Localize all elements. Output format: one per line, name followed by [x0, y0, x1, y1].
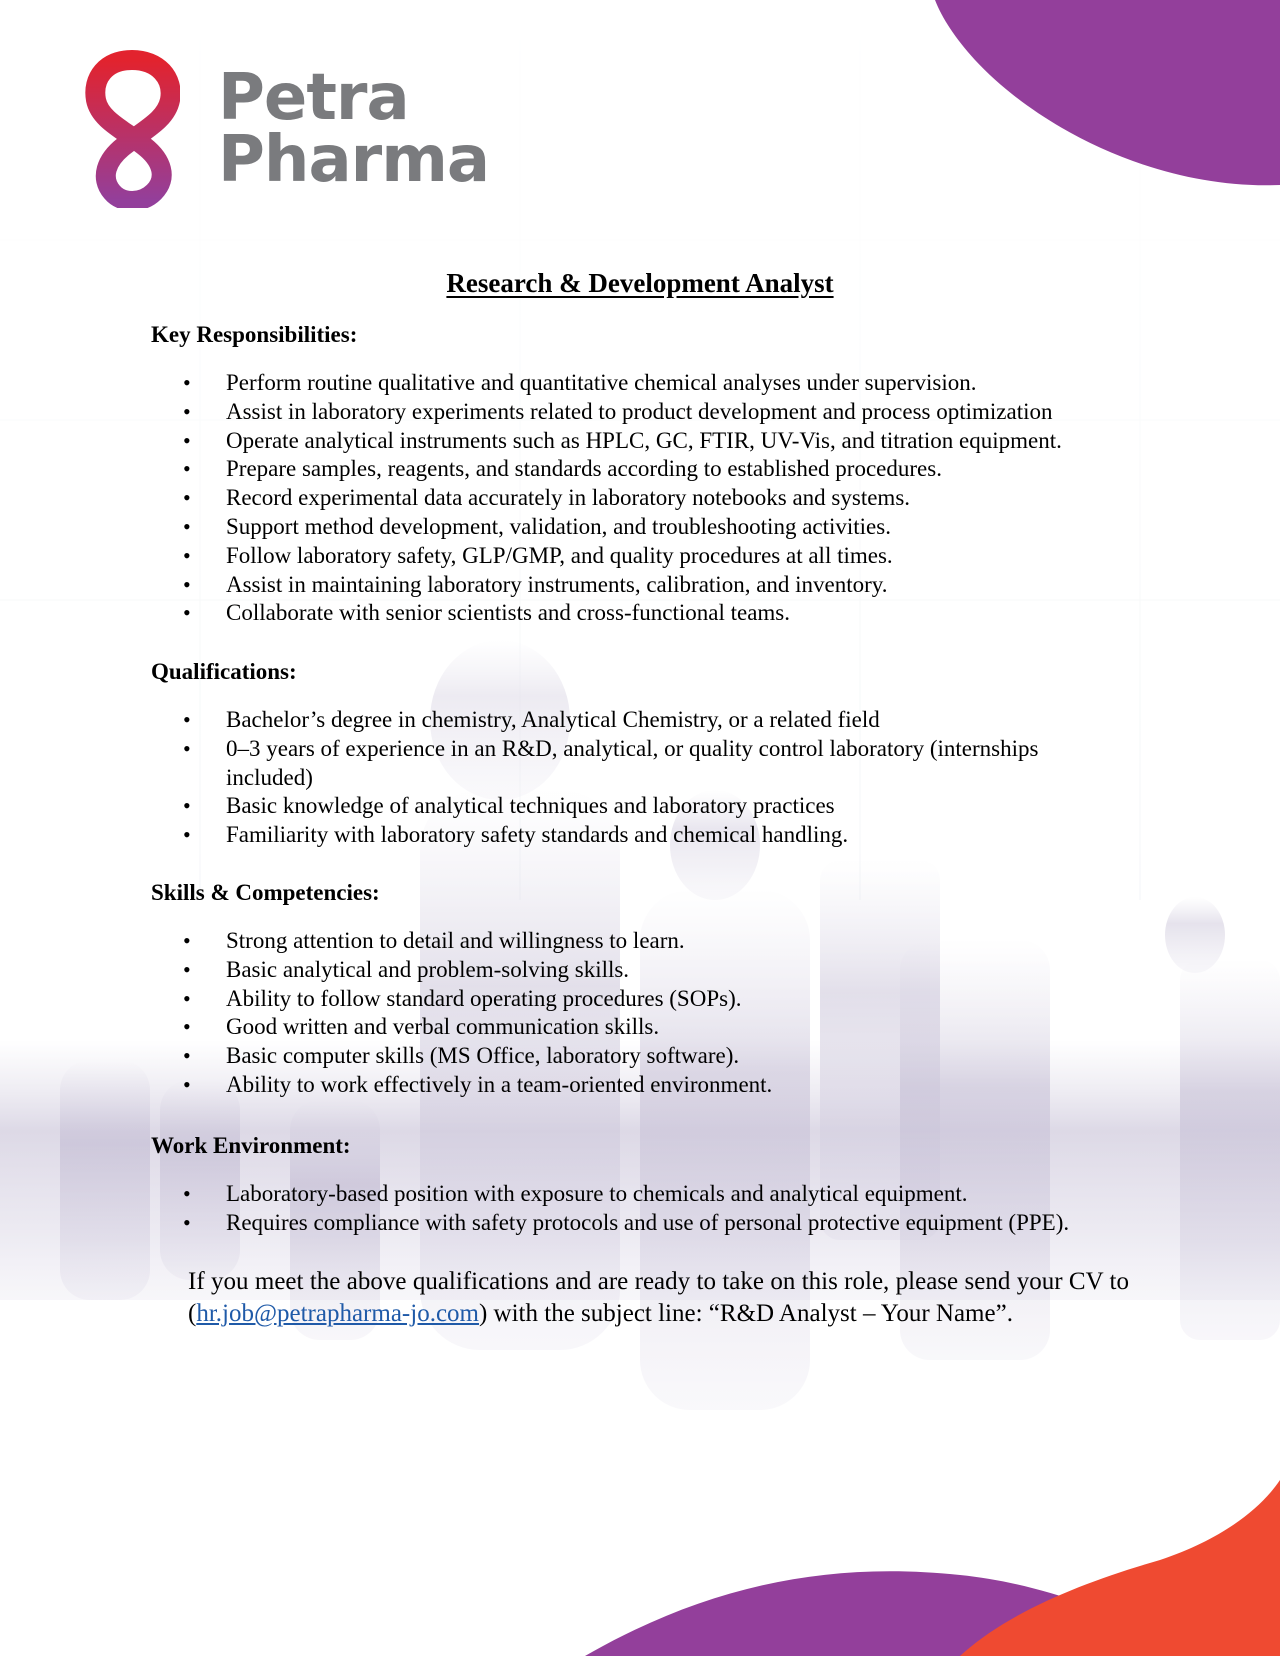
environment-list [151, 1180, 1129, 1238]
list-item: • Basic computer skills (MS Office, laboratory software). [151, 1042, 1129, 1071]
list-item: • Laboratory-based position with exposure to chemicals and analytical equipment. [151, 1180, 1129, 1209]
list-item: • Basic knowledge of analytical techniques and laboratory practices [151, 792, 1129, 821]
list-item: • Basic analytical and problem-solving skills. [151, 956, 1129, 985]
list-item: • Bachelor’s degree in chemistry, Analytical Chemistry, or a related field [151, 706, 1129, 735]
closing-text-before: If you meet the above qualifications and are ready to take on this role, please send your CV to ( [188, 1268, 1129, 1327]
job-title-text: Research & Development Analyst [446, 268, 834, 298]
responsibilities-heading: Key Responsibilities: [151, 322, 358, 347]
list-item: • Prepare samples, reagents, and standards according to established procedures. [151, 455, 1129, 484]
list-item: • Perform routine qualitative and quantitative chemical analyses under supervision. [151, 369, 1129, 398]
list-item: • 0–3 years of experience in an R&D, analytical, or quality control laboratory (internships included) [151, 735, 1129, 793]
qualifications-list [151, 706, 1129, 850]
petra-pharma-logo-icon [84, 50, 180, 208]
list-item: • Record experimental data accurately in laboratory notebooks and systems. [151, 484, 1129, 513]
skills-list [151, 927, 1129, 1100]
closing-text-after: ) with the subject line: “R&D Analyst – Your Name”. [478, 1300, 1013, 1327]
environment-heading: Work Environment: [151, 1133, 351, 1158]
list-item: • Ability to work effectively in a team-oriented environment. [151, 1071, 1129, 1100]
list-item: • Ability to follow standard operating procedures (SOPs). [151, 985, 1129, 1014]
qualifications-heading: Qualifications: [151, 659, 297, 684]
responsibilities-list [151, 369, 1129, 628]
list-item: • Strong attention to detail and willingness to learn. [151, 927, 1129, 956]
list-item: • Operate analytical instruments such as HPLC, GC, FTIR, UV-Vis, and titration equipment. [151, 427, 1129, 456]
company-name-line2: Pharma [218, 123, 490, 197]
list-item: • Collaborate with senior scientists and cross-functional teams. [151, 599, 1129, 628]
list-item: • Assist in laboratory experiments related to product development and process optimization [151, 398, 1129, 427]
email-link[interactable]: hr.job@petrapharma-jo.com [196, 1300, 479, 1327]
list-item: • Follow laboratory safety, GLP/GMP, and quality procedures at all times. [151, 542, 1129, 571]
list-item: • Assist in maintaining laboratory instruments, calibration, and inventory. [151, 571, 1129, 600]
list-item: • Support method development, validation, and troubleshooting activities. [151, 513, 1129, 542]
skills-heading: Skills & Competencies: [151, 880, 380, 905]
company-logo [84, 50, 489, 208]
list-item: • Good written and verbal communication skills. [151, 1013, 1129, 1042]
company-name-line1: Petra [218, 61, 409, 135]
list-item: • Requires compliance with safety protocols and use of personal protective equipment (PPE). [151, 1209, 1129, 1238]
job-title [0, 268, 1280, 299]
application-instructions [188, 1266, 1129, 1330]
list-item: • Familiarity with laboratory safety standards and chemical handling. [151, 821, 1129, 850]
company-name [218, 61, 490, 197]
